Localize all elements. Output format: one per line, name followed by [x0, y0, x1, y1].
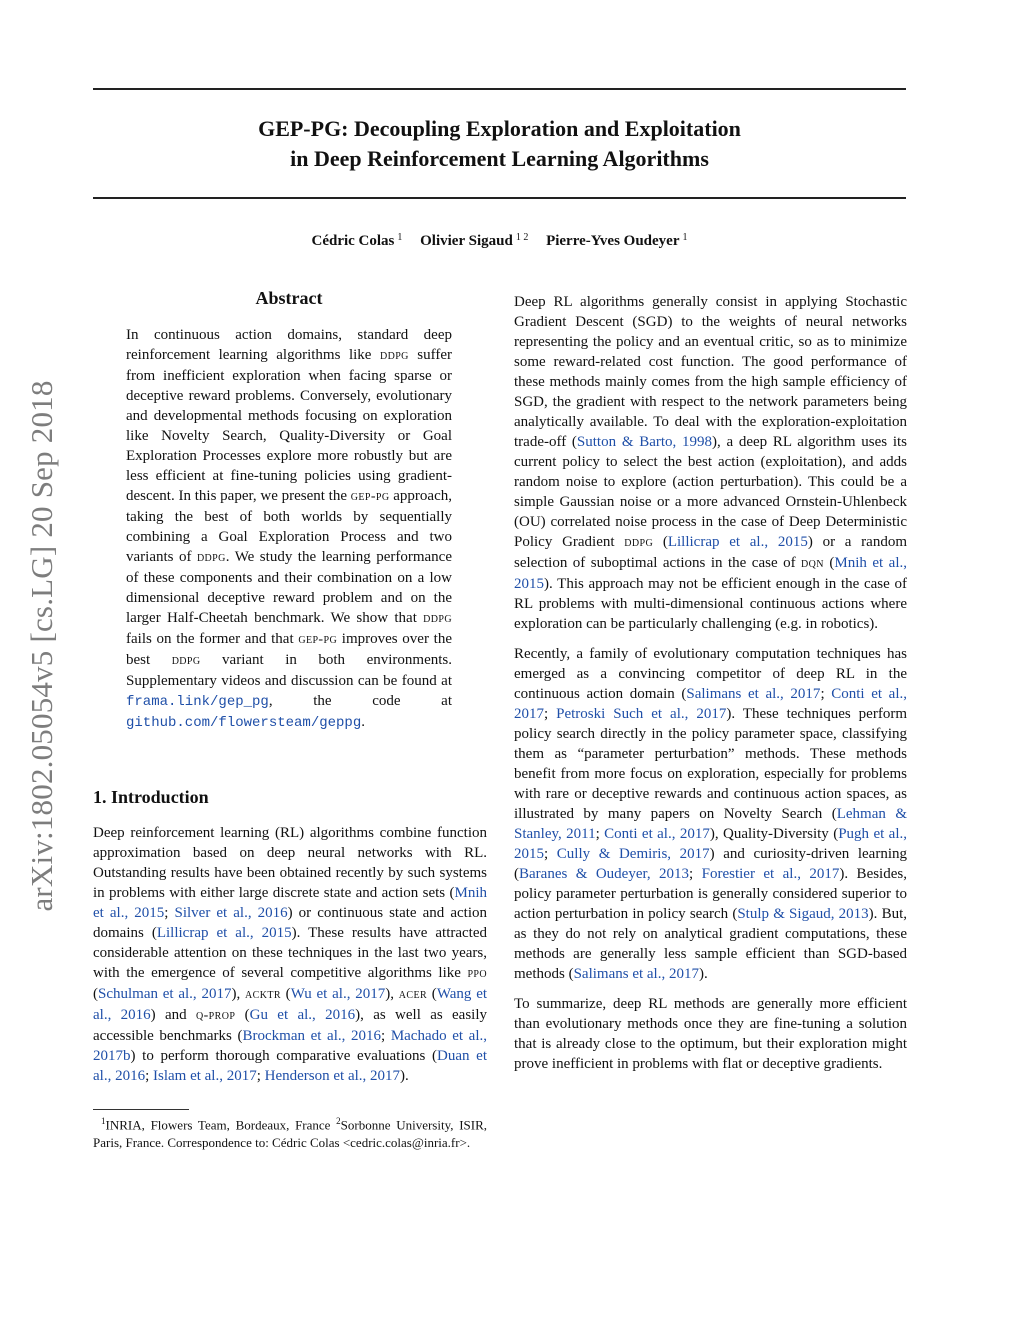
citation-link[interactable]: Schulman et al., 2017	[98, 986, 232, 1002]
affiliation-footnote: $^1$INRIA, Flowers Team, Bordeaux, France $^2$Sorbonne University, ISIR, Paris, France. Correspondence to: Cédric Colas <cedric.colas@inria.fr>.	[93, 1116, 487, 1151]
citation-link[interactable]: Salimans et al., 2017	[686, 686, 821, 702]
citation-link[interactable]: Lillicrap et al., 2015	[156, 925, 292, 941]
citation-link[interactable]: Islam et al., 2017	[153, 1068, 257, 1084]
abstract-body: In continuous action domains, standard deep reinforcement learning algorithms like ddpg suffer from inefficient exploration when facing sparse or deceptive reward problems. Conversely, evolutionary and developmental methods focusing on exploration like Novelty Search, Quality-Diversity or Goal Exploration Processes explore more robustly but are less efficient at fine-tuning policies using gradient-descent. In this paper, we present the gep-pg approach, taking the best of both worlds by sequentially combining a Goal Exploration Process and two variants of ddpg. We study the learning performance of these components and their combination on a low dimensional deceptive reward problem and on the larger Half-Cheetah benchmark. We show that ddpg fails on the former and that gep-pg improves over the best ddpg variant in both environments. Supplementary videos and discussion can be found at frama.link/gep_pg, the code at github.com/flowersteam/geppg.	[126, 327, 452, 731]
citation-link[interactable]: Pugh et al., 2015	[514, 826, 907, 862]
introduction-body: Deep reinforcement learning (RL) algorithms combine function approximation based on deep neural networks with RL. Outstanding results have been obtained recently by such systems in problems with either large discrete state and action sets (Mnih et al., 2015; Silver et al., 2016) or continuous state and action domains (Lillicrap et al., 2015). These results have attracted considerable attention on these techniques in the last two years, with the emergence of several competitive algorithms like ppo (Schulman et al., 2017), acktr (Wu et al., 2017), acer (Wang et al., 2016) and q-prop (Gu et al., 2016), as well as easily accessible benchmarks (Brockman et al., 2016; Machado et al., 2017b) to perform thorough comparative evaluations (Duan et al., 2016; Islam et al., 2017; Henderson et al., 2017).	[93, 825, 488, 1084]
citation-link[interactable]: Baranes & Oudeyer, 2013	[519, 866, 690, 882]
citation-link[interactable]: Lillicrap et al., 2015	[667, 534, 808, 550]
citation-link[interactable]: Gu et al., 2016	[249, 1007, 356, 1023]
abstract-heading: Abstract	[255, 288, 323, 308]
paragraph: Recently, a family of evolutionary computation techniques has emerged as a convincing competitor of deep RL in the continuous action domain (Salimans et al., 2017; Conti et al., 2017; Petroski Such et al., 2017). These techniques perform policy search directly in the policy parameter space, classifying them as “parameter perturbation” methods. These methods benefit from more focus on exploration, especially for problems with rare or deceptive rewards and continuous action spaces, as illustrated by many papers on Novelty Search (Lehman & Stanley, 2011; Conti et al., 2017), Quality-Diversity (Pugh et al., 2015; Cully & Demiris, 2017) and curiosity-driven learning (Baranes & Oudeyer, 2013; Forestier et al., 2017). Besides, policy parameter perturbation is generally considered superior to action perturbation in policy search (Stulp & Sigaud, 2013). But, as they do not rely on analytical gradient computations, these methods are generally less sample efficient than SGD-based methods (Salimans et al., 2017).	[514, 646, 908, 982]
author: Olivier Sigaud $^{1 2}$	[420, 232, 529, 249]
citation-link[interactable]: Conti et al., 2017	[604, 826, 710, 842]
citation-link[interactable]: Salimans et al., 2017	[573, 966, 699, 982]
citation-link[interactable]: Stulp & Sigaud, 2013	[737, 906, 869, 922]
title-line-1: GEP-PG: Decoupling Exploration and Exploitation	[258, 116, 741, 141]
citation-link[interactable]: Mnih et al., 2015	[93, 885, 487, 921]
citation-link[interactable]: Duan et al., 2016	[93, 1048, 487, 1084]
code-repository-link[interactable]: github.com/flowersteam/geppg	[126, 715, 362, 731]
paragraph: To summarize, deep RL methods are generally more efficient than evolutionary methods once they are fine-tuning a solution that is already close to the optimum, but their exploration might prove inefficient in problems with flat or deceptive gradients.	[514, 996, 907, 1072]
affiliation-mark: 1	[682, 232, 688, 243]
title-rule-top	[93, 88, 906, 90]
citation-link[interactable]: Wu et al., 2017	[290, 986, 386, 1002]
paragraph: Deep RL algorithms generally consist in applying Stochastic Gradient Descent (SGD) to the weights of neural networks representing the policy and an eventual critic, so as to minimize some reward-related cost function. The good performance of these methods mainly comes from the high sample efficiency of SGD, the gradient with respect to the network parameters being analytically available. To deal with the exploration-exploitation trade-off (Sutton & Barto, 1998), a deep RL algorithm uses its current policy to select the best action (exploitation), and adds random noise to explore (action perturbation). This could be a simple Gaussian noise or a more advanced Ornstein-Uhlenbeck (OU) correlated noise process in the case of Deep Deterministic Policy Gradient ddpg (Lillicrap et al., 2015) or a random selection of suboptimal actions in the case of dqn (Mnih et al., 2015). This approach may not be efficient enough in the case of RL problems with multi-dimensional continuous actions where exploration can be particularly challenging (e.g. in robotics).	[514, 294, 908, 632]
citation-link[interactable]: Lehman & Stanley, 2011	[514, 806, 907, 842]
citation-link[interactable]: Petroski Such et al., 2017	[556, 706, 727, 722]
footnote-rule	[93, 1109, 189, 1110]
citation-link[interactable]: Henderson et al., 2017	[264, 1068, 401, 1084]
author: Pierre-Yves Oudeyer $^1$	[546, 232, 688, 249]
citation-link[interactable]: Sutton & Barto, 1998	[576, 434, 713, 450]
introduction-heading: 1. Introduction	[93, 787, 209, 807]
citation-link[interactable]: Forestier et al., 2017	[701, 866, 840, 882]
citation-link[interactable]: Wang et al., 2016	[93, 986, 488, 1023]
citation-link[interactable]: Mnih et al., 2015	[514, 555, 907, 592]
citation-link[interactable]: Machado et al., 2017b	[93, 1028, 488, 1064]
author: Cédric Colas $^1$	[311, 232, 403, 249]
citation-link[interactable]: Brockman et al., 2016	[242, 1028, 382, 1044]
title-line-2: in Deep Reinforcement Learning Algorithms	[290, 146, 709, 171]
citation-link[interactable]: Silver et al., 2016	[174, 905, 288, 921]
paper-title	[93, 114, 906, 174]
citation-link[interactable]: Cully & Demiris, 2017	[556, 846, 710, 862]
title-rule-bottom	[93, 197, 906, 199]
right-column-body	[514, 292, 907, 1084]
supplementary-link[interactable]: frama.link/gep_pg	[126, 694, 269, 710]
author-list	[93, 232, 906, 250]
affiliation-mark: 1 2	[515, 232, 529, 243]
arxiv-identifier-stamp: arXiv:1802.05054v5 [cs.LG] 20 Sep 2018	[24, 380, 59, 912]
affiliation-mark: 1	[397, 232, 403, 243]
citation-link[interactable]: Conti et al., 2017	[514, 686, 908, 722]
